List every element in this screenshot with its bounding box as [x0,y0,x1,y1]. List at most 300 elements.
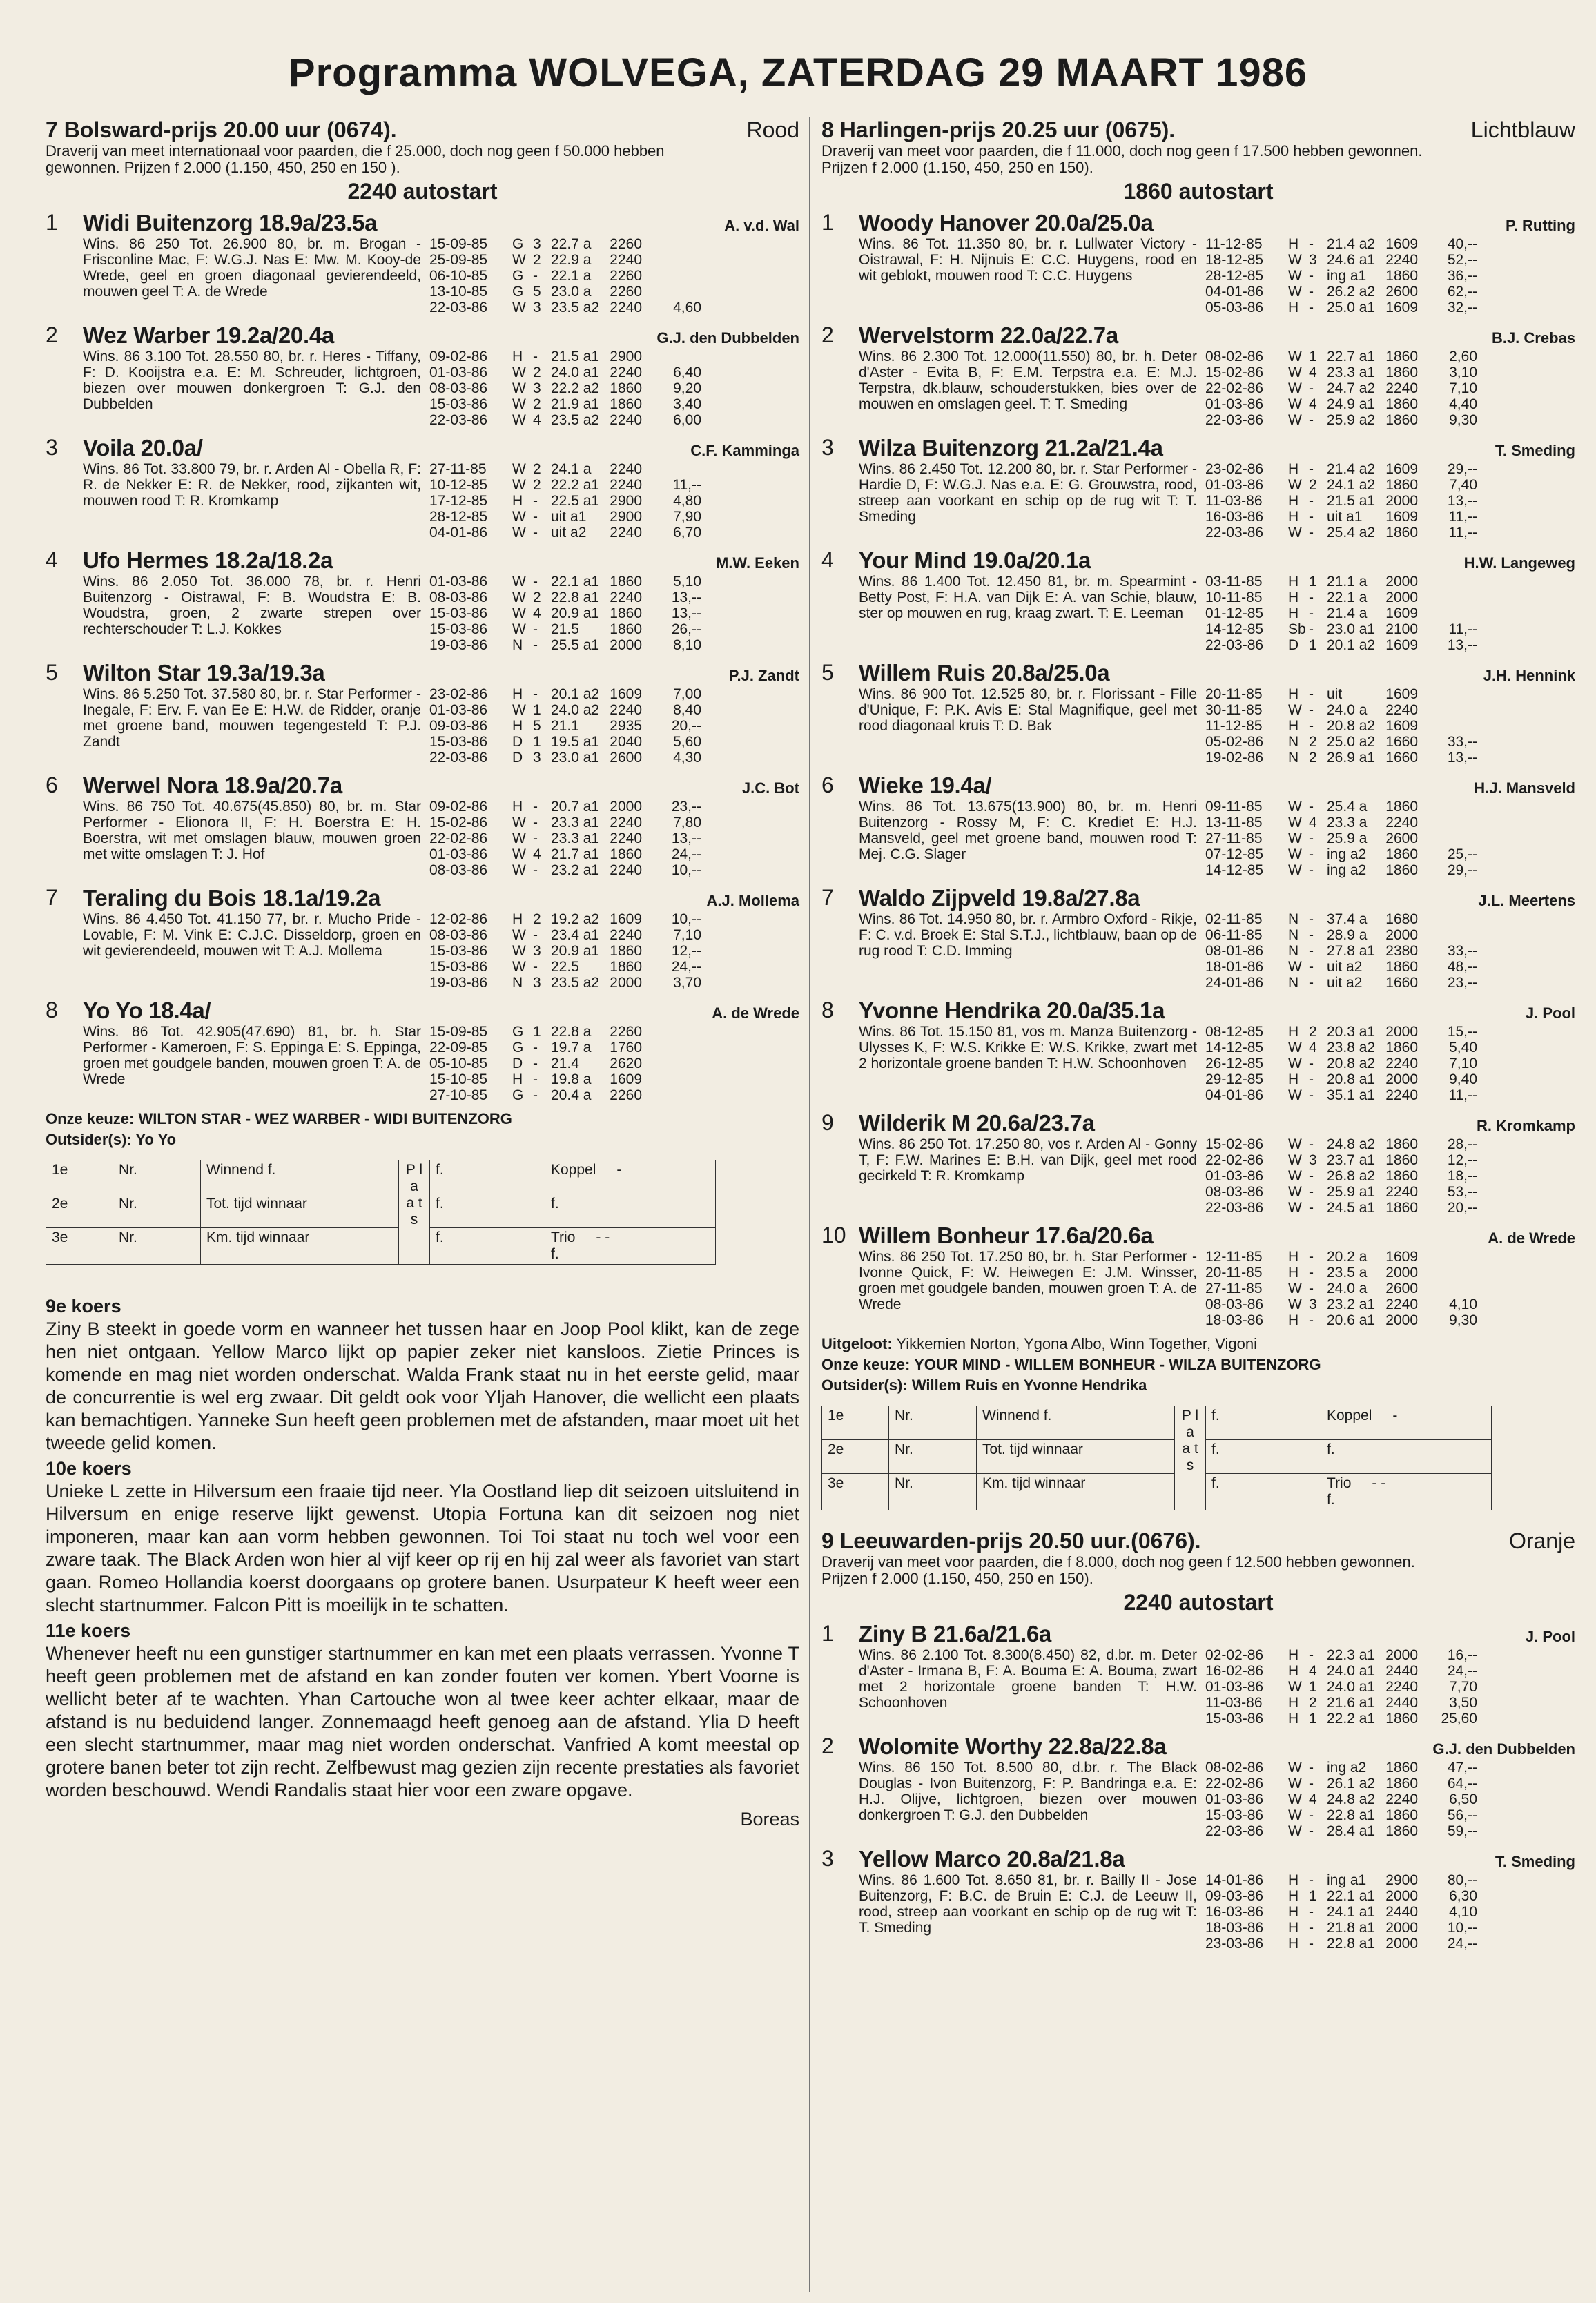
result-cell: 1860 [1385,349,1418,365]
table-cell: 1e [822,1406,889,1440]
horse-main [859,1621,1575,1727]
result-cell: 22.5 [551,959,579,975]
result-cell: H [1288,718,1299,734]
result-row [429,396,799,412]
result-cell: - [1309,1087,1314,1103]
horse-trainer: A. v.d. Wal [724,217,799,234]
result-cell: - [1309,380,1314,396]
result-cell: 2000 [1385,493,1418,509]
result-cell: 22-02-86 [429,830,488,846]
result-cell: 11-03-86 [1205,493,1263,509]
result-cell: 7,80 [673,815,701,830]
horse-main [83,772,799,878]
horse-header [859,998,1575,1024]
result-cell: 11,-- [1448,621,1477,637]
result-cell: H [1288,605,1299,621]
horse-trainer: J.C. Bot [741,779,799,797]
result-cell: H [1288,1663,1299,1679]
result-cell: 27-10-85 [429,1087,488,1103]
horse-entry [821,435,1575,541]
result-cell: 16-02-86 [1205,1663,1264,1679]
result-row [1205,1136,1575,1152]
result-cell: - [533,830,538,846]
result-cell: W [512,574,526,590]
result-cell: 22.3 a1 [1327,1647,1376,1663]
result-row [429,943,799,959]
result-cell: 22.8 a1 [1327,1807,1376,1823]
result-row [1205,1265,1575,1281]
horse-header [83,998,799,1024]
result-cell: - [1309,718,1314,734]
result-cell: 2900 [610,509,642,525]
result-cell: 37.4 a [1327,911,1368,927]
result-cell: ing a2 [1327,862,1367,878]
result-cell: 1860 [610,846,642,862]
result-cell: 23.3 a1 [1327,365,1376,380]
horse-number: 3 [821,1846,834,1871]
horse-info: Wins. 86 2.450 Tot. 12.200 80, br. r. Star Performer - Hardie D, F: W.G.J. Nas e.a. E: G. Grouwstra, rood, streep aan voorkant en schip op de rug wit T: T. Smeding [859,461,1197,525]
result-cell: H [1288,1888,1299,1904]
horse-main [859,1223,1575,1328]
result-cell: 13,-- [671,605,701,621]
result-cell: 15-09-85 [429,236,488,252]
result-cell: H [1288,1265,1299,1281]
result-cell: 1860 [1385,1711,1418,1727]
result-cell: H [512,799,523,815]
table-cell: f. [1206,1474,1321,1510]
result-cell: 17-12-85 [429,493,488,509]
result-cell: 15-03-86 [429,396,488,412]
result-cell: 25.4 a2 [1327,525,1376,541]
result-cell: 7,90 [673,509,701,525]
result-cell: 24.0 a2 [551,702,600,718]
horse-info: Wins. 86 2.050 Tot. 36.000 78, br. r. Henri Buitenzorg - Oistrawal, F: B. Woudstra E: B. Woudstra, groen, 2 zwarte strepen over rechterschouder T: L.J. Kokkes [83,574,421,637]
result-cell: 23.5 a2 [551,412,600,428]
result-cell: 09-11-85 [1205,799,1263,815]
result-cell: 06-11-85 [1205,927,1263,943]
result-cell: - [533,862,538,878]
result-cell: W [1288,477,1302,493]
result-cell: W [512,477,526,493]
result-row [1205,830,1575,846]
horse-entry [821,1846,1575,1952]
result-row [429,574,799,590]
table-cell: f. [430,1160,545,1194]
result-cell: ing a1 [1327,1872,1367,1888]
result-cell: 4 [533,412,541,428]
result-row [1205,1920,1575,1936]
horse-name: Woody Hanover 20.0a/25.0a [859,210,1154,235]
result-cell: - [1309,686,1314,702]
result-cell: 20.7 a1 [551,799,600,815]
horse-main [859,322,1575,428]
result-cell: H [1288,1904,1299,1920]
result-cell: - [533,815,538,830]
horse-results [429,574,799,653]
result-cell: 15-03-86 [429,943,488,959]
result-cell: N [1288,943,1299,959]
koppel-dash: - [1392,1408,1398,1423]
horse-body [859,236,1575,315]
result-cell: 22.2 a2 [551,380,600,396]
result-cell: 40,-- [1447,236,1477,252]
result-row [1205,1791,1575,1807]
result-cell: 22-03-86 [429,750,488,766]
result-cell: 08-03-86 [429,862,488,878]
result-cell: 1 [1309,349,1317,365]
result-cell: - [1309,1200,1314,1216]
result-cell: 24,-- [1447,1663,1477,1679]
result-cell: 23.7 a1 [1327,1152,1376,1168]
result-cell: 21.7 a1 [551,846,600,862]
result-cell: Sb [1288,621,1306,637]
horse-header [83,435,799,461]
result-row [1205,799,1575,815]
result-cell: 13,-- [1447,637,1477,653]
result-cell: 30-11-85 [1205,702,1263,718]
result-cell: 2440 [1385,1695,1418,1711]
result-row [429,365,799,380]
result-cell: 01-12-85 [1205,605,1264,621]
race-start-type: 1860 autostart [1123,179,1274,204]
horse-results [429,349,799,428]
result-row [1205,396,1575,412]
result-row [1205,525,1575,541]
our-choice-value: WILTON STAR - WEZ WARBER - WIDI BUITENZORG [138,1110,512,1127]
result-cell: 20.8 a2 [1327,1056,1376,1071]
horse-header [859,1846,1575,1872]
table-cell: f. [1206,1440,1321,1474]
result-cell: 2600 [1385,284,1418,300]
result-cell: G [512,1024,524,1040]
horse-body [83,236,799,315]
horse-main [859,435,1575,541]
result-cell: - [1309,268,1314,284]
result-cell: 1680 [1385,911,1418,927]
horse-entry [46,885,799,991]
result-cell: 2240 [610,412,642,428]
result-cell: 25.0 a2 [1327,734,1376,750]
result-cell: 15-03-86 [429,734,488,750]
horse-header [859,885,1575,911]
result-cell: 23.0 a [551,284,592,300]
table-cell: f. [545,1194,716,1228]
result-row [1205,349,1575,365]
result-cell: 3 [1309,1152,1317,1168]
result-cell: 2000 [610,637,642,653]
result-cell: 1609 [1385,236,1418,252]
result-cell: 1609 [1385,605,1418,621]
table-cell: Nr. [113,1160,201,1194]
result-cell: 1860 [1385,1152,1418,1168]
horse-entry [46,547,799,653]
result-row [1205,1904,1575,1920]
result-cell: 2 [533,365,541,380]
result-cell: 08-01-86 [1205,943,1264,959]
horse-trainer: T. Smeding [1495,442,1575,459]
race-description: Draverij van meet voor paarden, die f 8.000, doch nog geen f 12.500 hebben gewonnen. Prijzen f 2.000 (1.150, 450, 250 en 150). [821,1553,1415,1587]
result-cell: - [533,1071,538,1087]
result-cell: 06-10-85 [429,268,488,284]
result-row [1205,862,1575,878]
horse-entry [821,1223,1575,1328]
result-cell: W [512,525,526,541]
result-cell: 20.9 a1 [551,943,600,959]
result-cell: W [1288,846,1302,862]
result-cell: 13,-- [1447,493,1477,509]
result-cell: 21.6 a1 [1327,1695,1376,1711]
result-cell: W [1288,380,1302,396]
result-row [1205,1695,1575,1711]
result-row [429,830,799,846]
result-cell: 2240 [610,300,642,315]
result-cell: W [512,846,526,862]
result-row [1205,927,1575,943]
result-cell: 15-02-86 [1205,1136,1264,1152]
result-cell: 22.1 a [1327,590,1368,605]
result-cell: 24,-- [1447,1936,1477,1952]
result-cell: 13,-- [1447,750,1477,766]
result-cell: - [1309,1184,1314,1200]
result-cell: 09-02-86 [429,349,488,365]
horse-results [429,1024,799,1103]
horse-header [83,547,799,574]
result-cell: 5 [533,284,541,300]
result-cell: W [512,815,526,830]
table-cell: 1e [46,1160,113,1194]
result-cell: ing a2 [1327,1760,1367,1776]
horse-name: Waldo Zijpveld 19.8a/27.8a [859,885,1140,911]
result-row [1205,1281,1575,1296]
result-cell: N [1288,927,1299,943]
result-cell: 10,-- [1447,1920,1477,1936]
outsiders [821,1377,1575,1395]
horse-name: Teraling du Bois 18.1a/19.2a [83,885,381,911]
horse-header [859,660,1575,686]
result-cell: 23.2 a1 [551,862,600,878]
result-cell: 1860 [610,959,642,975]
horse-main [859,772,1575,878]
result-cell: 01-03-86 [429,574,488,590]
result-cell: 7,00 [673,686,701,702]
result-cell: uit a2 [551,525,587,541]
result-cell: 12-11-85 [1205,1249,1263,1265]
result-cell: 22.1 a [551,268,592,284]
result-row [1205,1776,1575,1791]
horse-entry [46,322,799,428]
result-cell: 1860 [610,396,642,412]
result-row [1205,365,1575,380]
horse-name: Werwel Nora 18.9a/20.7a [83,772,342,798]
horse-name: Yo Yo 18.4a/ [83,998,211,1023]
result-row [1205,943,1575,959]
result-cell: 53,-- [1447,1184,1477,1200]
result-cell: 18-01-86 [1205,959,1264,975]
horse-body [83,799,799,878]
table-cell: Nr. [113,1228,201,1265]
result-cell: 4 [1309,1040,1317,1056]
result-cell: 11,-- [1448,1087,1477,1103]
result-cell: 26.8 a2 [1327,1168,1376,1184]
result-cell: 2440 [1385,1904,1418,1920]
result-row [1205,1056,1575,1071]
result-cell: 2260 [610,236,642,252]
result-cell: 20.9 a1 [551,605,600,621]
result-cell: 01-03-86 [429,702,488,718]
result-cell: 2240 [1385,1087,1418,1103]
result-cell: 27-11-85 [429,461,487,477]
result-cell: 2240 [1385,815,1418,830]
horse-entry [821,1621,1575,1727]
result-cell: 33,-- [1447,943,1477,959]
result-cell: 22.2 a1 [1327,1711,1376,1727]
result-cell: H [1288,1872,1299,1888]
result-cell: 35.1 a1 [1327,1087,1376,1103]
result-cell: 23-03-86 [1205,1936,1264,1952]
result-cell: 24,-- [671,959,701,975]
commentary-text: Ziny B steekt in goede vorm en wanneer het tussen haar en Joop Pool klikt, kan de zege hen niet ontgaan. Yellow Marco lijkt op papier zeker niet kansloos. Zietie Princes is komende en mag niet worden onderschat. Walda Frank staat nu in het eerste gelid, maar de concurrentie is wel erg zwaar. Dit geldt ook voor Yljah Hanover, die wellicht een plaats kan bemachtigen. Yanneke Sun heeft geen problemen met de afstanden, maar moet uit het tweede gelid komen. [46,1319,799,1453]
result-cell: - [533,1056,538,1071]
horse-main [83,885,799,991]
result-cell: 21.4 a [1327,605,1368,621]
result-cell: - [1309,1056,1314,1071]
result-cell: 09-03-86 [1205,1888,1264,1904]
result-cell: H [512,349,523,365]
result-cell: - [533,686,538,702]
result-cell: 1860 [1385,1760,1418,1776]
horse-results [1205,349,1575,428]
result-cell: - [533,1040,538,1056]
result-cell: 24.0 a [1327,1281,1368,1296]
result-cell: 56,-- [1447,1807,1477,1823]
result-cell: 8,10 [673,637,701,653]
horse-trainer: H.W. Langeweg [1463,554,1575,572]
result-cell: 19.7 a [551,1040,592,1056]
result-row [429,412,799,428]
result-cell: H [1288,1711,1299,1727]
result-cell: 18-03-86 [1205,1312,1264,1328]
result-cell: 1860 [610,380,642,396]
result-cell: 9,30 [1449,1312,1477,1328]
result-cell: 24.8 a2 [1327,1136,1376,1152]
horse-number: 4 [821,547,834,572]
result-cell: N [1288,975,1299,991]
result-cell: 14-01-86 [1205,1872,1264,1888]
horse-info: Wins. 86 Tot. 33.800 79, br. r. Arden Al - Obella R, F: R. de Nekker E: R. de Nekker, rood, zijkanten wit, mouwen rood T: R. Kromkamp [83,461,421,509]
table-cell: Nr. [889,1440,977,1474]
result-row [429,300,799,315]
horse-name: Wolomite Worthy 22.8a/22.8a [859,1733,1167,1759]
result-cell: 18-03-86 [1205,1920,1264,1936]
result-cell: W [1288,349,1302,365]
result-cell: 01-03-86 [1205,1679,1264,1695]
result-cell: 1860 [1385,1823,1418,1839]
result-cell: 29,-- [1447,461,1477,477]
result-cell: 21.4 a2 [1327,461,1376,477]
result-cell: 2000 [610,799,642,815]
result-cell: 2000 [1385,1312,1418,1328]
result-cell: - [1309,605,1314,621]
result-cell: 5 [533,718,541,734]
horse-number: 7 [821,885,834,910]
race-7 [46,117,799,1149]
result-cell: 4 [1309,1663,1317,1679]
signature: Boreas [740,1809,799,1829]
result-cell: 20,-- [1447,1200,1477,1216]
result-cell: 08-03-86 [1205,1184,1264,1200]
horse-trainer: J.H. Hennink [1483,667,1575,684]
result-cell: 4 [1309,1791,1317,1807]
horse-results [429,461,799,541]
trio-label: Trio [551,1230,576,1245]
our-choice-value: YOUR MIND - WILLEM BONHEUR - WILZA BUITENZORG [914,1356,1321,1373]
horse-info: Wins. 86 150 Tot. 8.500 80, d.br. r. The Black Douglas - Ivon Buitenzorg, F: P. Bandringa e.a. E: H.J. Olijve, lichtgroen, biezen over mouwen donkergroen T: G.J. den Dubbelden [859,1760,1197,1823]
result-cell: 4 [1309,396,1317,412]
result-cell: 1 [1309,1888,1317,1904]
result-cell: 27.8 a1 [1327,943,1376,959]
result-cell: 26.1 a2 [1327,1776,1376,1791]
result-cell: G [512,284,524,300]
result-cell: 2240 [1385,1679,1418,1695]
result-cell: 28,-- [1447,1136,1477,1152]
horse-info: Wins. 86 1.400 Tot. 12.450 81, br. m. Spearmint - Betty Post, F: H.A. van Dijk E: A. van Schie, blauw, ster op mouwen en rug, kraag zwart. T: E. Leeman [859,574,1197,621]
result-row [429,959,799,975]
result-row [1205,637,1575,653]
result-cell: 2000 [1385,1647,1418,1663]
result-cell: 3 [533,236,541,252]
result-cell: 19-03-86 [429,637,488,653]
result-cell: - [1309,1936,1314,1952]
our-choice-label: Onze keuze: [46,1110,135,1127]
result-cell: 2240 [1385,702,1418,718]
table-cell: Nr. [889,1474,977,1510]
result-cell: 1860 [1385,799,1418,815]
result-cell: 04-01-86 [429,525,488,541]
result-cell: W [1288,525,1302,541]
result-cell: 3 [533,750,541,766]
result-cell: - [1309,1823,1314,1839]
result-cell: - [1309,702,1314,718]
result-row [1205,252,1575,268]
result-cell: 6,40 [673,365,701,380]
result-cell: - [1309,236,1314,252]
result-row [1205,1152,1575,1168]
result-cell: 22-02-86 [1205,380,1264,396]
result-row [1205,750,1575,766]
table-cell: f. [430,1194,545,1228]
result-row [1205,846,1575,862]
horse-number: 8 [821,998,834,1022]
horse-body [83,574,799,653]
result-row [429,380,799,396]
race-8 [821,117,1575,1395]
result-cell: 25,-- [1447,846,1477,862]
race-description: Draverij van meet voor paarden, die f 11.000, doch nog geen f 17.500 hebben gewonnen. Prijzen f 2.000 (1.150, 450, 250 en 150). [821,142,1423,176]
result-row [429,268,799,284]
result-cell: 23.5 a2 [551,975,600,991]
result-cell: 15-03-86 [429,621,488,637]
result-cell: 6,30 [1449,1888,1477,1904]
result-cell: 14-12-85 [1205,1040,1264,1056]
horse-number: 3 [821,435,834,460]
result-cell: 28.9 a [1327,927,1368,943]
table-cell: 3e [822,1474,889,1510]
result-cell: W [512,702,526,718]
result-cell: 25.9 a [1327,830,1368,846]
result-cell: N [512,975,523,991]
result-cell: 2240 [1385,1056,1418,1071]
result-cell: 2240 [1385,380,1418,396]
